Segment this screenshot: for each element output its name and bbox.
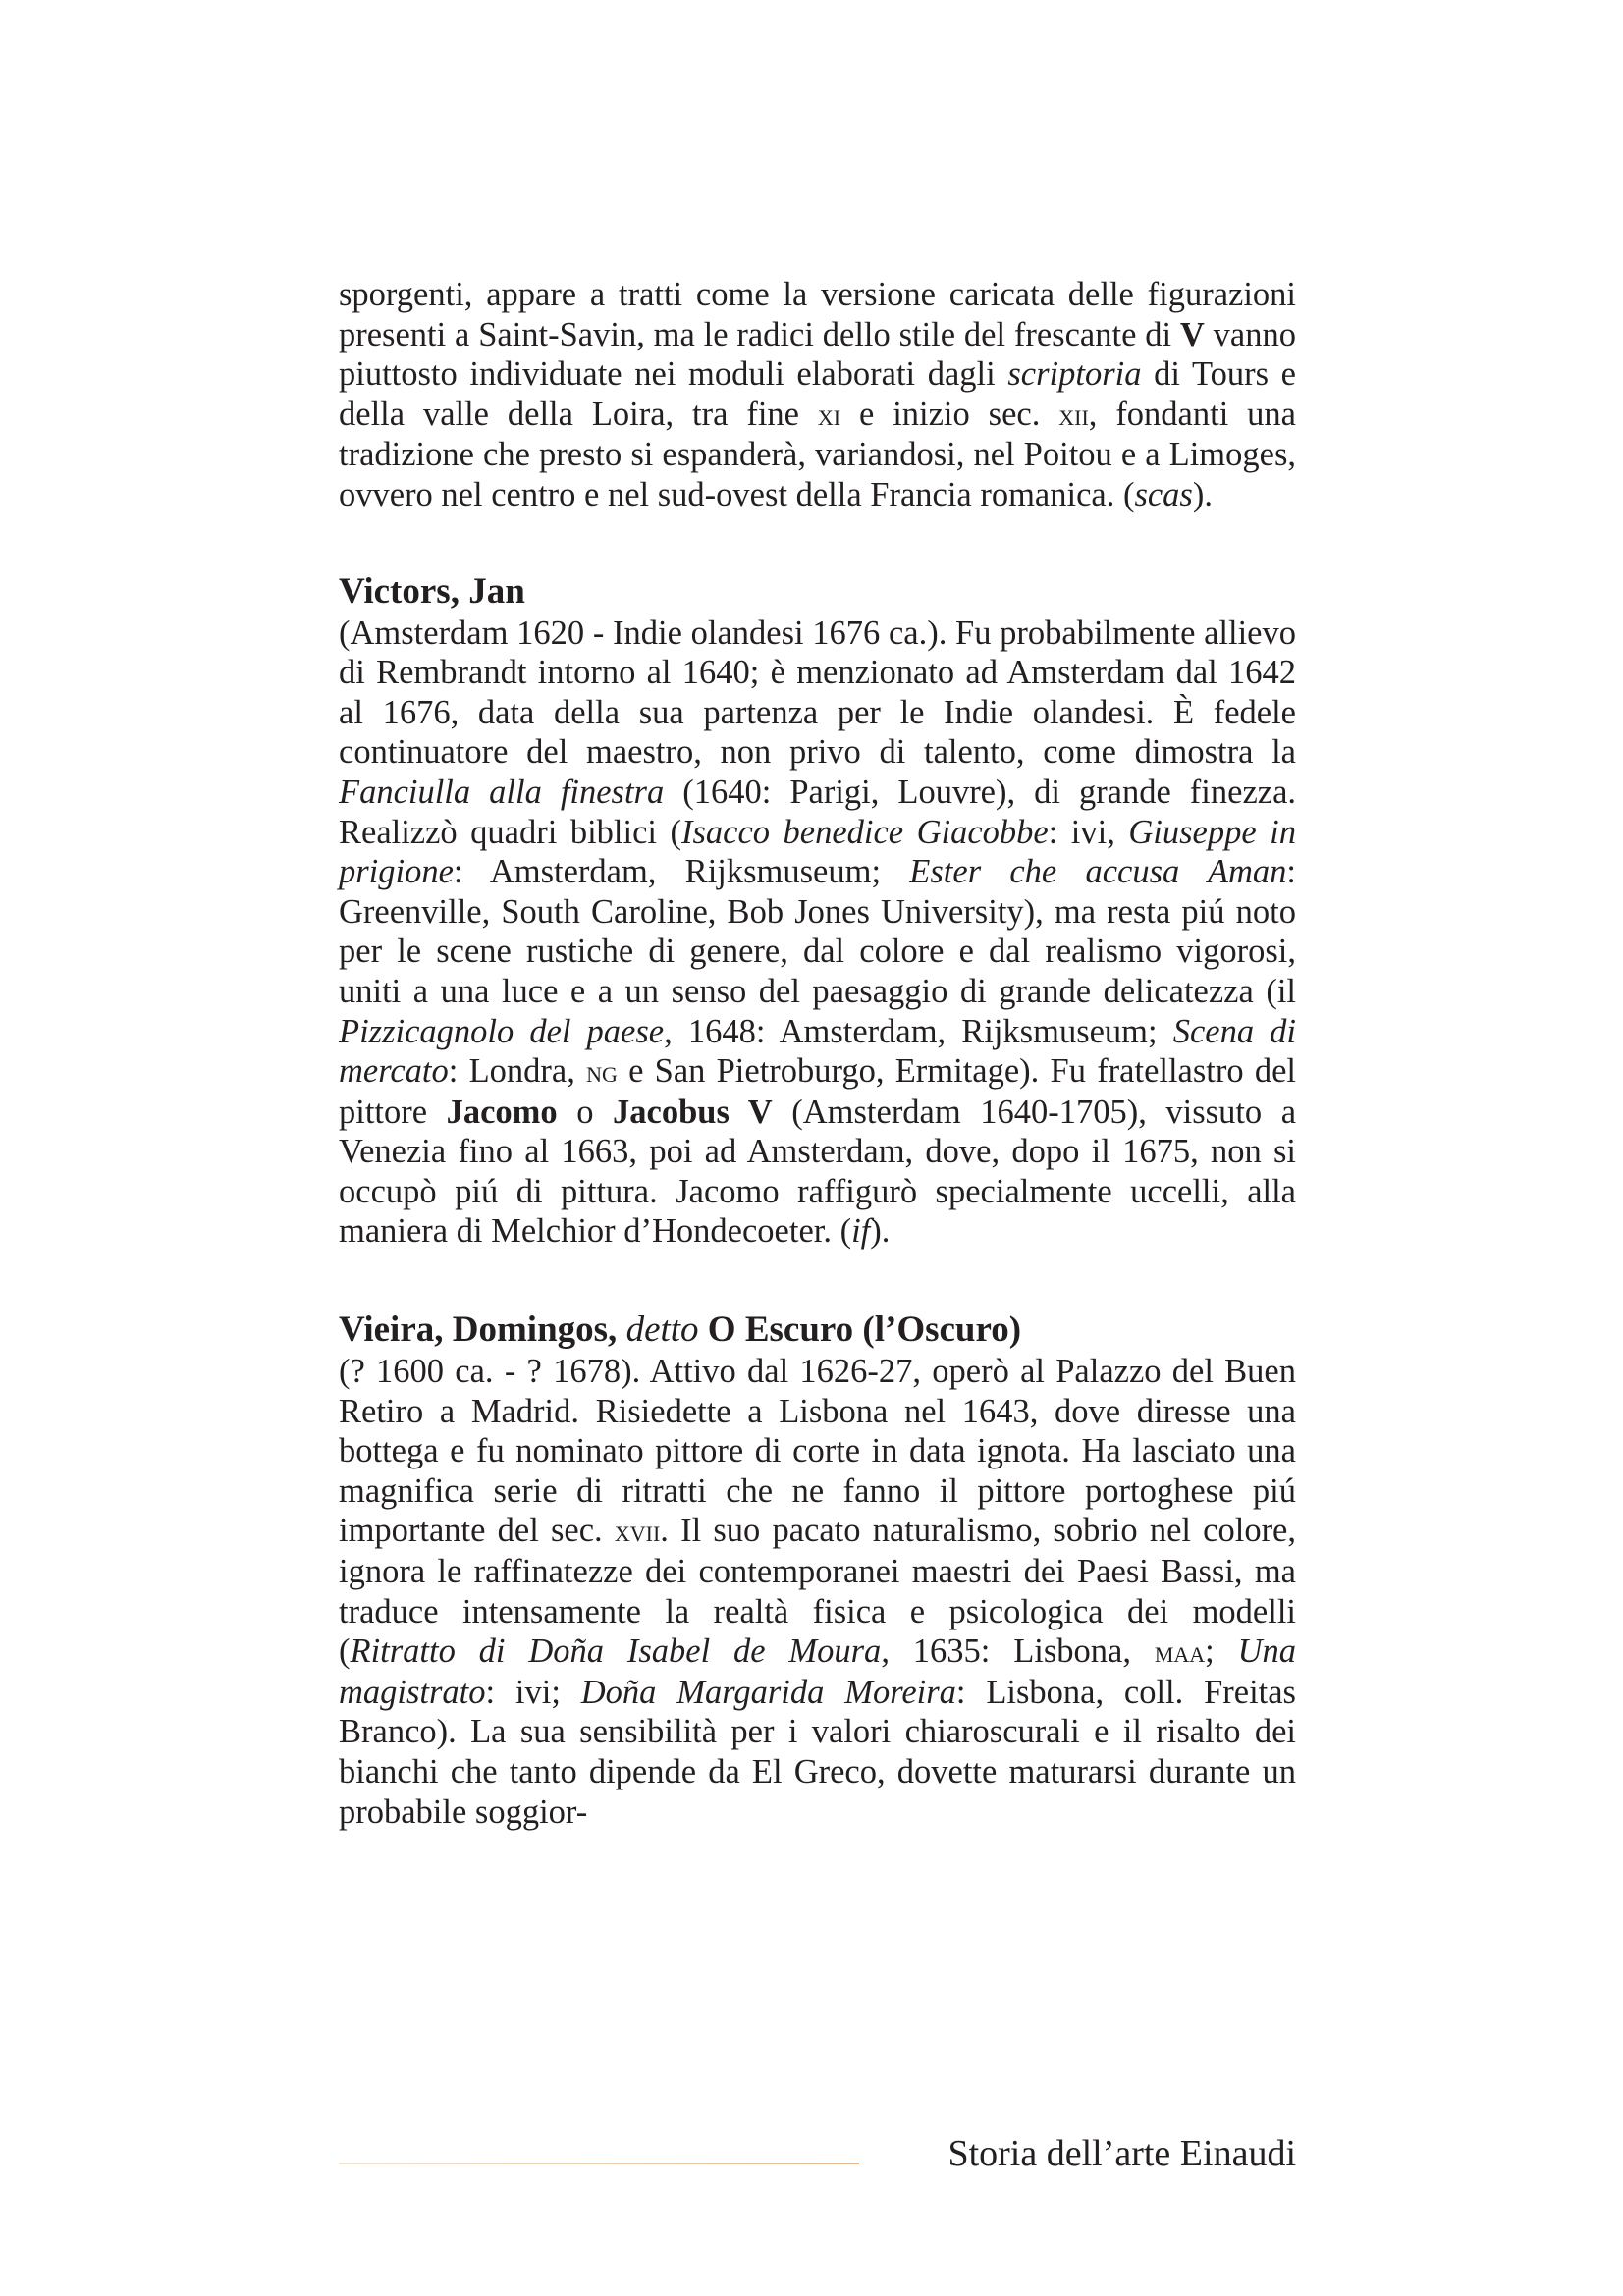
entry-heading-victors: Victors, Jan xyxy=(339,570,525,612)
page-footer xyxy=(339,2129,1296,2188)
italic-run: Isacco benedice Giacobbe xyxy=(680,813,1049,851)
text-run: (1640: Parigi, Louvre), di grande finezza. Realizzò quadri biblici ( xyxy=(339,773,1297,851)
entry-heading-vieira xyxy=(339,1308,1296,1352)
text-run: ). xyxy=(870,1212,891,1251)
italic-run: if xyxy=(851,1212,871,1251)
italic-run: scas xyxy=(1134,475,1193,513)
text-run: : Lisbona, coll. Freitas Branco). La sua sensibilità per i valori chiaroscurali e il risalto dei bianchi che tanto dipende da El Greco, dovette maturarsi durante un probabile soggior- xyxy=(339,1673,1296,1831)
heading-run: O Escuro (l’Oscuro) xyxy=(698,1309,1022,1351)
italic-run: Giuseppe in prigione xyxy=(339,813,1296,891)
small-caps-run: maa xyxy=(1154,1634,1206,1670)
text-run: : Londra, xyxy=(448,1052,587,1091)
bold-run: Jacobus V xyxy=(613,1093,773,1131)
text-run: sporgenti, appare a tratti come la versione caricata delle figurazioni presenti a Saint-Savin, ma le radici dello stile del frescante di xyxy=(339,276,1296,353)
footer-label: Storia dell’arte Einaudi xyxy=(947,2133,1296,2174)
italic-run: scriptoria xyxy=(1007,355,1142,394)
italic-run: Fanciulla alla finestra xyxy=(339,773,665,811)
text-run: , fondanti una tradizione che presto si espanderà, variandosi, nel Poitou e a Limoges, ovvero nel centro e nel sud-ovest della Francia romanica. ( xyxy=(339,395,1296,513)
top-paragraph xyxy=(339,275,1296,515)
text-run: (Amsterdam 1620 - Indie olandesi 1676 ca.). Fu probabilmente allievo di Rembrandt intorno al 1640; è menzionato ad Amsterdam dal 1642 al 1676, data della sua partenza per le Indie olandesi. È fedele continuatore del maestro, non privo di talento, come dimostra la xyxy=(339,614,1296,772)
italic-run: Ritratto di Doña Isabel de Moura xyxy=(350,1632,882,1671)
italic-run: Una magistrato xyxy=(339,1632,1296,1711)
text-run: : ivi; xyxy=(485,1673,581,1711)
text-run: e inizio sec. xyxy=(840,395,1059,433)
text-run: ; xyxy=(1205,1632,1238,1671)
entry-body-vieira xyxy=(339,1352,1296,1832)
heading-italic-run: detto xyxy=(625,1309,699,1351)
text-run: , 1635: Lisbona, xyxy=(881,1632,1155,1671)
small-caps-run: xii xyxy=(1058,397,1089,432)
text-run: ). xyxy=(1192,475,1213,513)
text-run: : Amsterdam, Rijksmuseum; xyxy=(453,853,910,891)
text-run: . Il suo pacato naturalismo, sobrio nel colore, ignora le raffinatezze dei contemporanei maestri dei Paesi Bassi, ma traduce intensamente la realtà fisica e psicologica dei modelli ( xyxy=(339,1512,1296,1671)
italic-run: Pizzicagnolo del paese xyxy=(339,1012,665,1050)
page-text xyxy=(339,275,1296,1832)
text-run: di Tours e della valle della Loira, tra fine xyxy=(339,355,1296,433)
bold-run: Jacomo xyxy=(446,1093,558,1131)
small-caps-run: ng xyxy=(586,1054,618,1090)
text-run: , 1648: Amsterdam, Rijksmuseum; xyxy=(664,1012,1173,1050)
footer-rule xyxy=(339,2163,859,2164)
small-caps-run: xvii xyxy=(614,1514,661,1549)
text-run: (Amsterdam 1640-1705), vissuto a Venezia fino al 1663, poi ad Amsterdam, dove, dopo il 1675, non si occupò piú di pittura. Jacomo raffigurò specialmente uccelli, alla maniera di Melchior d’Hondecoeter. ( xyxy=(339,1093,1297,1251)
italic-run: Doña Margarida Moreira xyxy=(580,1673,956,1711)
small-caps-run: xi xyxy=(817,397,841,432)
bold-run: V xyxy=(1179,315,1205,353)
text-run: (? 1600 ca. - ? 1678). Attivo dal 1626-27, operò al Palazzo del Buen Retiro a Madrid. Risiedette a Lisbona nel 1643, dove diresse una bottega e fu nominato pittore di corte in data ignota. Ha lasciato una magnifica serie di ritratti che ne fanno il pittore portoghese piú importante del sec. xyxy=(339,1353,1296,1550)
italic-run: Ester che accusa Aman xyxy=(909,853,1287,891)
text-run: : Greenville, South Caroline, Bob Jones University), ma resta piú noto per le scene rustiche di genere, dal colore e dal realismo vigorosi, uniti a una luce e a un senso del paesaggio di grande delicatezza (il xyxy=(339,853,1296,1010)
text-run: : ivi, xyxy=(1048,813,1129,851)
italic-run: Scena di mercato xyxy=(339,1012,1296,1091)
text-run: vanno piuttosto individuate nei moduli elaborati dagli xyxy=(339,315,1296,394)
entry-body-victors xyxy=(339,614,1296,1253)
text-run: o xyxy=(557,1093,614,1131)
heading-run: Vieira, Domingos, xyxy=(339,1309,626,1351)
text-run: e San Pietroburgo, Ermitage). Fu fratellastro del pittore xyxy=(339,1052,1296,1131)
